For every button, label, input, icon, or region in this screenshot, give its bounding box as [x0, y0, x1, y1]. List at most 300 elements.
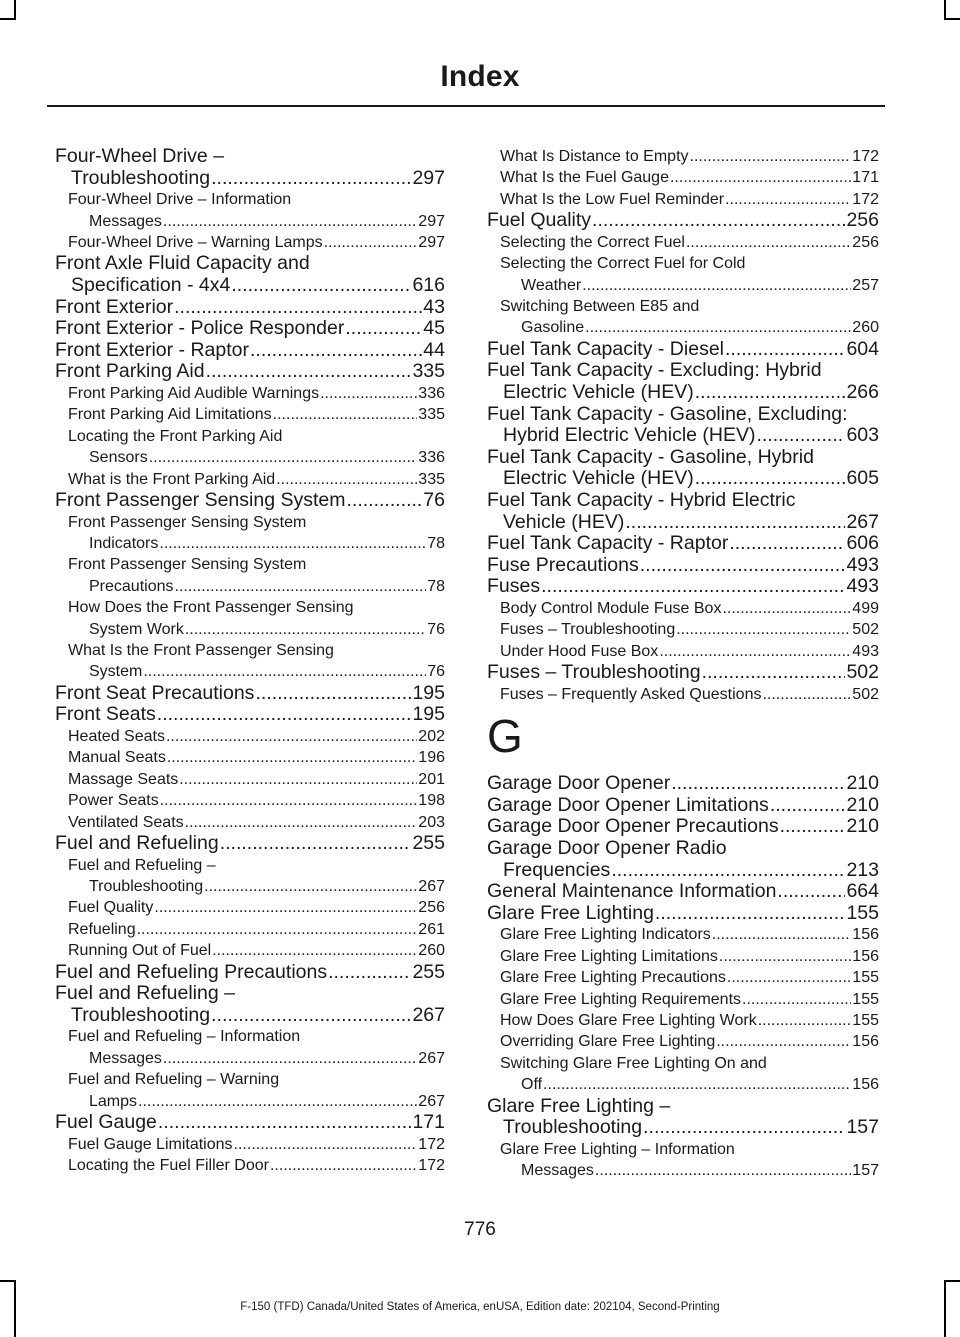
index-entry[interactable]: [487, 1096, 879, 1139]
entry-text: System Work: [89, 620, 184, 638]
index-subentry[interactable]: [55, 640, 445, 683]
dot-leader: [160, 790, 418, 811]
entry-text: Selecting the Correct Fuel: [500, 233, 685, 251]
entry-text: What Is the Fuel Gauge: [500, 169, 669, 187]
dot-leader: [671, 773, 845, 795]
index-subentry[interactable]: [487, 598, 879, 619]
entry-text: Fuel Gauge Limitations: [68, 1135, 233, 1153]
dot-leader: [211, 168, 411, 190]
page-reference[interactable]: 335: [418, 406, 445, 424]
dot-leader: [582, 275, 851, 296]
header-rule: [47, 105, 885, 107]
entry-text: Four-Wheel Drive – Information: [68, 191, 292, 209]
entry-text: Garage Door Opener Precautions: [487, 815, 779, 838]
entry-text: What Is the Low Fuel Reminder: [500, 190, 725, 208]
entry-text: Gasoline: [521, 319, 585, 337]
page-reference[interactable]: 156: [852, 1033, 879, 1051]
index-subentry[interactable]: [487, 296, 879, 339]
entry-text: Fuel Tank Capacity - Raptor: [487, 532, 729, 555]
entry-text: Fuel Tank Capacity - Gasoline, Excluding:: [487, 402, 848, 425]
page-reference[interactable]: 335: [418, 470, 445, 488]
entry-text: System: [89, 663, 143, 681]
entry-text: Fuel and Refueling: [55, 832, 219, 855]
page-reference[interactable]: 203: [418, 813, 445, 831]
index-entry[interactable]: [55, 704, 445, 726]
page-reference[interactable]: 155: [852, 990, 879, 1008]
entry-text: General Maintenance Information: [487, 880, 777, 903]
page-reference[interactable]: 260: [852, 319, 879, 337]
entry-text: Power Seats: [68, 792, 159, 810]
dot-leader: [729, 533, 845, 555]
dot-leader: [716, 1031, 851, 1052]
page-reference[interactable]: 267: [846, 510, 879, 533]
dot-leader: [541, 576, 845, 598]
entry-text: Front Seat Precautions: [55, 681, 255, 704]
index-subentry[interactable]: [55, 554, 445, 597]
crop-mark-top-right-horizontal: [944, 18, 960, 20]
page-reference[interactable]: 195: [412, 703, 445, 726]
entry-text: Front Exterior - Raptor: [55, 338, 249, 361]
index-entry[interactable]: [487, 555, 879, 577]
index-subentry[interactable]: [487, 1053, 879, 1096]
index-entry[interactable]: [487, 360, 879, 403]
page-reference[interactable]: 664: [846, 880, 879, 903]
entry-text: Precautions: [89, 577, 174, 595]
dot-leader: [273, 404, 418, 425]
index-entry[interactable]: [55, 962, 445, 984]
index-entry[interactable]: [55, 146, 445, 189]
page-reference[interactable]: 604: [846, 337, 879, 360]
dot-leader: [270, 1155, 417, 1176]
index-subentry[interactable]: [487, 232, 879, 253]
page-reference[interactable]: 267: [418, 878, 445, 896]
page-reference[interactable]: 76: [427, 663, 445, 681]
page-reference[interactable]: 45: [423, 317, 445, 340]
entry-text: Fuel Tank Capacity - Gasoline, Hybrid: [487, 445, 814, 468]
page-reference[interactable]: 297: [418, 212, 445, 230]
entry-text: Weather: [521, 276, 582, 294]
page-reference[interactable]: 297: [418, 234, 445, 251]
dot-leader: [719, 946, 851, 967]
index-entry[interactable]: [487, 881, 879, 903]
page-reference[interactable]: 172: [852, 190, 879, 208]
index-subentry[interactable]: [55, 1155, 445, 1176]
index-entry[interactable]: [487, 576, 879, 598]
page-reference[interactable]: 155: [852, 1011, 879, 1029]
entry-text: Front Parking Aid: [55, 360, 205, 383]
dot-leader: [138, 1091, 417, 1112]
entry-text: Locating the Fuel Filler Door: [68, 1157, 269, 1175]
entry-text: Glare Free Lighting Requirements: [500, 990, 742, 1008]
page-reference[interactable]: 210: [846, 772, 879, 795]
page-number: 776: [464, 1219, 496, 1240]
index-subentry[interactable]: [55, 1069, 445, 1112]
crop-mark-top-right-vertical: [944, 0, 946, 20]
index-subentry[interactable]: [55, 747, 445, 768]
entry-text: How Does Glare Free Lighting Work: [500, 1011, 757, 1029]
index-entry[interactable]: [487, 404, 879, 447]
dot-leader: [185, 812, 418, 833]
page-reference[interactable]: 266: [846, 381, 879, 404]
entry-text: Fuel Tank Capacity - Hybrid Electric: [487, 489, 796, 511]
index-subentry[interactable]: [487, 253, 879, 296]
entry-text: Front Axle Fluid Capacity and: [55, 252, 310, 275]
dot-leader: [585, 317, 851, 338]
index-entry[interactable]: [487, 533, 879, 555]
dot-leader: [695, 382, 846, 404]
dot-leader: [158, 1112, 412, 1134]
entry-text: Off: [521, 1076, 543, 1094]
entry-text: Glare Free Lighting: [487, 901, 654, 924]
index-subentry[interactable]: [55, 919, 445, 940]
entry-text: Glare Free Lighting Indicators: [500, 926, 711, 944]
dot-leader: [159, 533, 426, 554]
dot-leader: [167, 747, 417, 768]
index-subentry[interactable]: [487, 167, 879, 188]
crop-mark-top-left-horizontal: [0, 18, 16, 20]
index-subentry[interactable]: [55, 940, 445, 961]
dot-leader: [725, 339, 845, 361]
entry-text: Fuse Precautions: [487, 553, 639, 576]
page-reference[interactable]: 502: [852, 685, 879, 703]
entry-text: Vehicle (HEV): [503, 510, 625, 533]
entry-text: Fuses – Troubleshooting: [487, 661, 701, 684]
page-reference[interactable]: 605: [846, 467, 879, 490]
entry-text: Troubleshooting: [71, 166, 211, 189]
page-reference[interactable]: 155: [846, 901, 879, 924]
dot-leader: [757, 425, 846, 447]
page-reference[interactable]: 261: [418, 920, 445, 938]
entry-text: Hybrid Electric Vehicle (HEV): [503, 424, 756, 447]
page-reference[interactable]: 157: [852, 1162, 879, 1180]
dot-leader: [712, 924, 852, 945]
dot-leader: [163, 211, 417, 232]
dot-leader: [611, 860, 845, 882]
page-reference[interactable]: 255: [412, 960, 445, 983]
entry-text: How Does the Front Passenger Sensing: [68, 599, 354, 617]
index-subentry[interactable]: [487, 146, 879, 167]
page-reference[interactable]: 493: [846, 575, 879, 598]
page-reference[interactable]: 603: [846, 424, 879, 447]
entry-text: Indicators: [89, 535, 159, 552]
page-reference[interactable]: 336: [418, 449, 445, 467]
index-subentry[interactable]: [55, 383, 445, 404]
entry-text: Body Control Module Fuse Box: [500, 599, 722, 617]
index-subentry[interactable]: [55, 1026, 445, 1069]
dot-leader: [276, 469, 417, 490]
dot-leader: [543, 1074, 851, 1095]
index-entry[interactable]: [487, 210, 879, 232]
page-reference[interactable]: 616: [412, 274, 445, 296]
index-subentry[interactable]: [55, 189, 445, 232]
dot-leader: [670, 167, 851, 188]
page-reference[interactable]: 195: [412, 681, 445, 704]
dot-leader: [690, 146, 852, 167]
page-reference[interactable]: 256: [846, 209, 879, 232]
entry-text: Fuses: [487, 575, 541, 598]
entry-text: Messages: [89, 1049, 162, 1067]
dot-leader: [166, 726, 417, 747]
footer-text: F-150 (TFD) Canada/United States of America, enUSA, Edition date: 202104, Second-Printing: [240, 1301, 720, 1313]
dot-leader: [345, 318, 422, 340]
dot-leader: [592, 210, 845, 232]
entry-text: Glare Free Lighting – Information: [500, 1140, 735, 1158]
dot-leader: [174, 297, 422, 319]
index-column-right: [487, 146, 879, 1182]
dot-leader: [255, 683, 411, 705]
index-subentry[interactable]: [487, 189, 879, 210]
entry-text: Fuel Tank Capacity - Diesel: [487, 337, 724, 360]
index-entry[interactable]: [487, 903, 879, 925]
dot-leader: [727, 967, 851, 988]
index-entry[interactable]: [55, 683, 445, 705]
entry-text: Front Passenger Sensing System: [55, 489, 346, 511]
index-subentry[interactable]: [55, 469, 445, 490]
entry-text: Electric Vehicle (HEV): [503, 381, 694, 404]
index-entry[interactable]: [487, 662, 879, 684]
index-subentry[interactable]: [55, 426, 445, 469]
entry-text: Fuses – Troubleshooting: [500, 621, 676, 639]
index-entry[interactable]: [55, 833, 445, 855]
page-reference[interactable]: 493: [852, 642, 879, 660]
page-reference[interactable]: 172: [418, 1135, 445, 1153]
entry-text: Four-Wheel Drive –: [55, 145, 225, 167]
entry-text: Fuel and Refueling – Warning: [68, 1071, 280, 1089]
dot-leader: [625, 512, 845, 534]
entry-text: Fuel and Refueling Precautions: [55, 960, 328, 983]
index-entry[interactable]: [55, 490, 445, 512]
page-reference[interactable]: 172: [852, 148, 879, 165]
entry-text: Fuel and Refueling –: [68, 856, 216, 874]
index-entry[interactable]: [55, 318, 445, 340]
page-reference[interactable]: 171: [852, 169, 879, 187]
entry-text: Sensors: [89, 449, 148, 467]
index-entry[interactable]: [487, 339, 879, 361]
index-entry[interactable]: [487, 795, 879, 817]
page-reference[interactable]: 44: [423, 338, 445, 361]
index-subentry[interactable]: [55, 512, 445, 555]
entry-text: Front Parking Aid Limitations: [68, 406, 272, 424]
dot-leader: [643, 1117, 845, 1139]
dot-leader: [250, 340, 422, 362]
page-reference[interactable]: 201: [418, 770, 445, 788]
entry-text: Frequencies: [503, 858, 611, 881]
page-reference[interactable]: 155: [852, 969, 879, 987]
page-reference[interactable]: 76: [423, 489, 445, 511]
dot-leader: [595, 1160, 851, 1181]
index-subentry[interactable]: [55, 1134, 445, 1155]
dot-leader: [676, 619, 851, 640]
page-reference[interactable]: 267: [418, 1092, 445, 1110]
index-entry[interactable]: [55, 340, 445, 362]
dot-leader: [206, 361, 412, 383]
page-reference[interactable]: 256: [852, 233, 879, 251]
page-reference[interactable]: 257: [852, 276, 879, 294]
dot-leader: [234, 1134, 418, 1155]
dot-leader: [725, 189, 851, 210]
index-subentry[interactable]: [487, 641, 879, 662]
index-subentry[interactable]: [487, 1031, 879, 1052]
entry-text: Fuses – Frequently Asked Questions: [500, 685, 762, 703]
dot-leader: [231, 275, 411, 297]
page-reference[interactable]: 156: [852, 1076, 879, 1094]
dot-leader: [695, 468, 846, 490]
entry-text: Switching Between E85 and: [500, 298, 700, 316]
dot-leader: [212, 940, 417, 961]
index-subentry[interactable]: [55, 726, 445, 747]
page-reference[interactable]: 156: [852, 947, 879, 965]
index-entry[interactable]: [55, 253, 445, 296]
index-subentry[interactable]: [55, 769, 445, 790]
page-reference[interactable]: 267: [412, 1003, 445, 1026]
index-subentry[interactable]: [487, 946, 879, 967]
index-subentry[interactable]: [55, 597, 445, 640]
entry-text: Front Passenger Sensing System: [68, 556, 307, 574]
page-reference[interactable]: 78: [427, 577, 445, 595]
page-reference[interactable]: 198: [418, 792, 445, 810]
index-entry[interactable]: [55, 297, 445, 319]
entry-text: What is the Front Parking Aid: [68, 470, 276, 488]
crop-mark-top-left-vertical: [14, 0, 16, 20]
index-entry[interactable]: [55, 361, 445, 383]
page-reference[interactable]: 267: [418, 1049, 445, 1067]
page-reference[interactable]: 172: [418, 1157, 445, 1175]
index-entry[interactable]: [487, 490, 879, 533]
dot-leader: [220, 833, 412, 855]
entry-text: Troubleshooting: [503, 1116, 643, 1139]
entry-text: What Is Distance to Empty: [500, 148, 689, 165]
index-subentry[interactable]: [487, 989, 879, 1010]
index-subentry[interactable]: [487, 619, 879, 640]
dot-leader: [137, 919, 418, 940]
index-entry[interactable]: [55, 983, 445, 1026]
page-reference[interactable]: 196: [418, 749, 445, 767]
dot-leader: [185, 619, 426, 640]
entry-text: Ventilated Seats: [68, 813, 184, 831]
page-reference[interactable]: 210: [846, 815, 879, 838]
index-subentry[interactable]: [487, 684, 879, 705]
page-reference[interactable]: 256: [418, 899, 445, 917]
entry-text: Glare Free Lighting Precautions: [500, 969, 726, 987]
page-reference[interactable]: 606: [846, 532, 879, 555]
entry-text: Garage Door Opener Limitations: [487, 793, 769, 816]
entry-text: Front Parking Aid Audible Warnings: [68, 384, 320, 402]
entry-text: Under Hood Fuse Box: [500, 642, 659, 660]
dot-leader: [143, 661, 426, 682]
index-entry[interactable]: [487, 816, 879, 838]
entry-text: Overriding Glare Free Lighting: [500, 1033, 716, 1051]
dot-leader: [777, 881, 845, 903]
entry-text: Front Exterior - Police Responder: [55, 317, 345, 340]
page-reference[interactable]: 502: [846, 661, 879, 684]
page-reference[interactable]: 499: [852, 599, 879, 617]
entry-text: Garage Door Opener: [487, 772, 671, 795]
entry-text: Switching Glare Free Lighting On and: [500, 1054, 767, 1072]
entry-text: Heated Seats: [68, 728, 165, 746]
index-entry[interactable]: [55, 1112, 445, 1134]
index-subentry[interactable]: [55, 812, 445, 833]
page-reference[interactable]: 171: [412, 1111, 445, 1134]
entry-text: Lamps: [89, 1092, 138, 1110]
dot-leader: [655, 903, 846, 925]
entry-text: Fuel and Refueling – Information: [68, 1028, 301, 1046]
dot-leader: [770, 795, 846, 817]
dot-leader: [742, 989, 851, 1010]
entry-text: Fuel Tank Capacity - Excluding: Hybrid: [487, 359, 822, 382]
page-reference[interactable]: 213: [846, 858, 879, 881]
index-subentry[interactable]: [55, 404, 445, 425]
page-reference[interactable]: 78: [427, 535, 445, 552]
page-reference[interactable]: 76: [427, 620, 445, 638]
dot-leader: [211, 1005, 411, 1027]
index-subentry[interactable]: [487, 924, 879, 945]
index-column-left: [55, 146, 445, 1177]
entry-text: Selecting the Correct Fuel for Cold: [500, 255, 746, 273]
index-subentry[interactable]: [55, 232, 445, 253]
dot-leader: [346, 490, 422, 512]
page-reference[interactable]: 255: [412, 832, 445, 855]
index-subentry[interactable]: [55, 855, 445, 898]
dot-leader: [157, 704, 412, 726]
entry-text: Fuel Gauge: [55, 1111, 157, 1134]
page-reference[interactable]: 157: [846, 1116, 879, 1139]
crop-mark-bottom-right-horizontal: [944, 1280, 960, 1282]
entry-text: Four-Wheel Drive – Warning Lamps: [68, 234, 323, 251]
entry-text: Fuel and Refueling –: [55, 982, 235, 1005]
entry-text: Electric Vehicle (HEV): [503, 467, 694, 490]
entry-text: Locating the Front Parking Aid: [68, 427, 283, 445]
dot-leader: [659, 641, 851, 662]
page-reference[interactable]: 156: [852, 926, 879, 944]
page-reference[interactable]: 493: [846, 553, 879, 576]
entry-text: Messages: [89, 212, 162, 230]
page-reference[interactable]: 336: [418, 384, 445, 402]
page-reference[interactable]: 260: [418, 942, 445, 960]
dot-leader: [154, 897, 417, 918]
dot-leader: [204, 876, 417, 897]
index-subentry[interactable]: [487, 967, 879, 988]
page-reference[interactable]: 335: [412, 360, 445, 383]
entry-text: Massage Seats: [68, 770, 179, 788]
dot-leader: [702, 662, 846, 684]
page-reference[interactable]: 202: [418, 728, 445, 746]
index-subentry[interactable]: [55, 790, 445, 811]
index-entry[interactable]: [487, 447, 879, 490]
index-subentry[interactable]: [55, 897, 445, 918]
entry-text: Troubleshooting: [71, 1003, 211, 1026]
crop-mark-bottom-left-horizontal: [0, 1280, 16, 1282]
entry-text: Specification - 4x4: [71, 274, 231, 296]
entry-text: Manual Seats: [68, 749, 166, 767]
dot-leader: [149, 447, 418, 468]
page-reference[interactable]: 43: [423, 295, 445, 318]
entry-text: What Is the Front Passenger Sensing: [68, 642, 334, 660]
entry-text: Glare Free Lighting Limitations: [500, 947, 718, 965]
page-reference[interactable]: 297: [412, 166, 445, 189]
entry-text: Troubleshooting: [89, 878, 204, 896]
page-reference[interactable]: 502: [852, 621, 879, 639]
entry-text: Front Passenger Sensing System: [68, 513, 307, 531]
index-entry[interactable]: [487, 773, 879, 795]
index-subentry[interactable]: [487, 1139, 879, 1182]
page-reference[interactable]: 210: [846, 793, 879, 816]
index-entry[interactable]: [487, 838, 879, 881]
page-title: Index: [440, 60, 520, 93]
entry-text: Front Exterior: [55, 295, 174, 318]
dot-leader: [179, 769, 417, 790]
index-subentry[interactable]: [487, 1010, 879, 1031]
entry-text: Refueling: [68, 920, 136, 938]
